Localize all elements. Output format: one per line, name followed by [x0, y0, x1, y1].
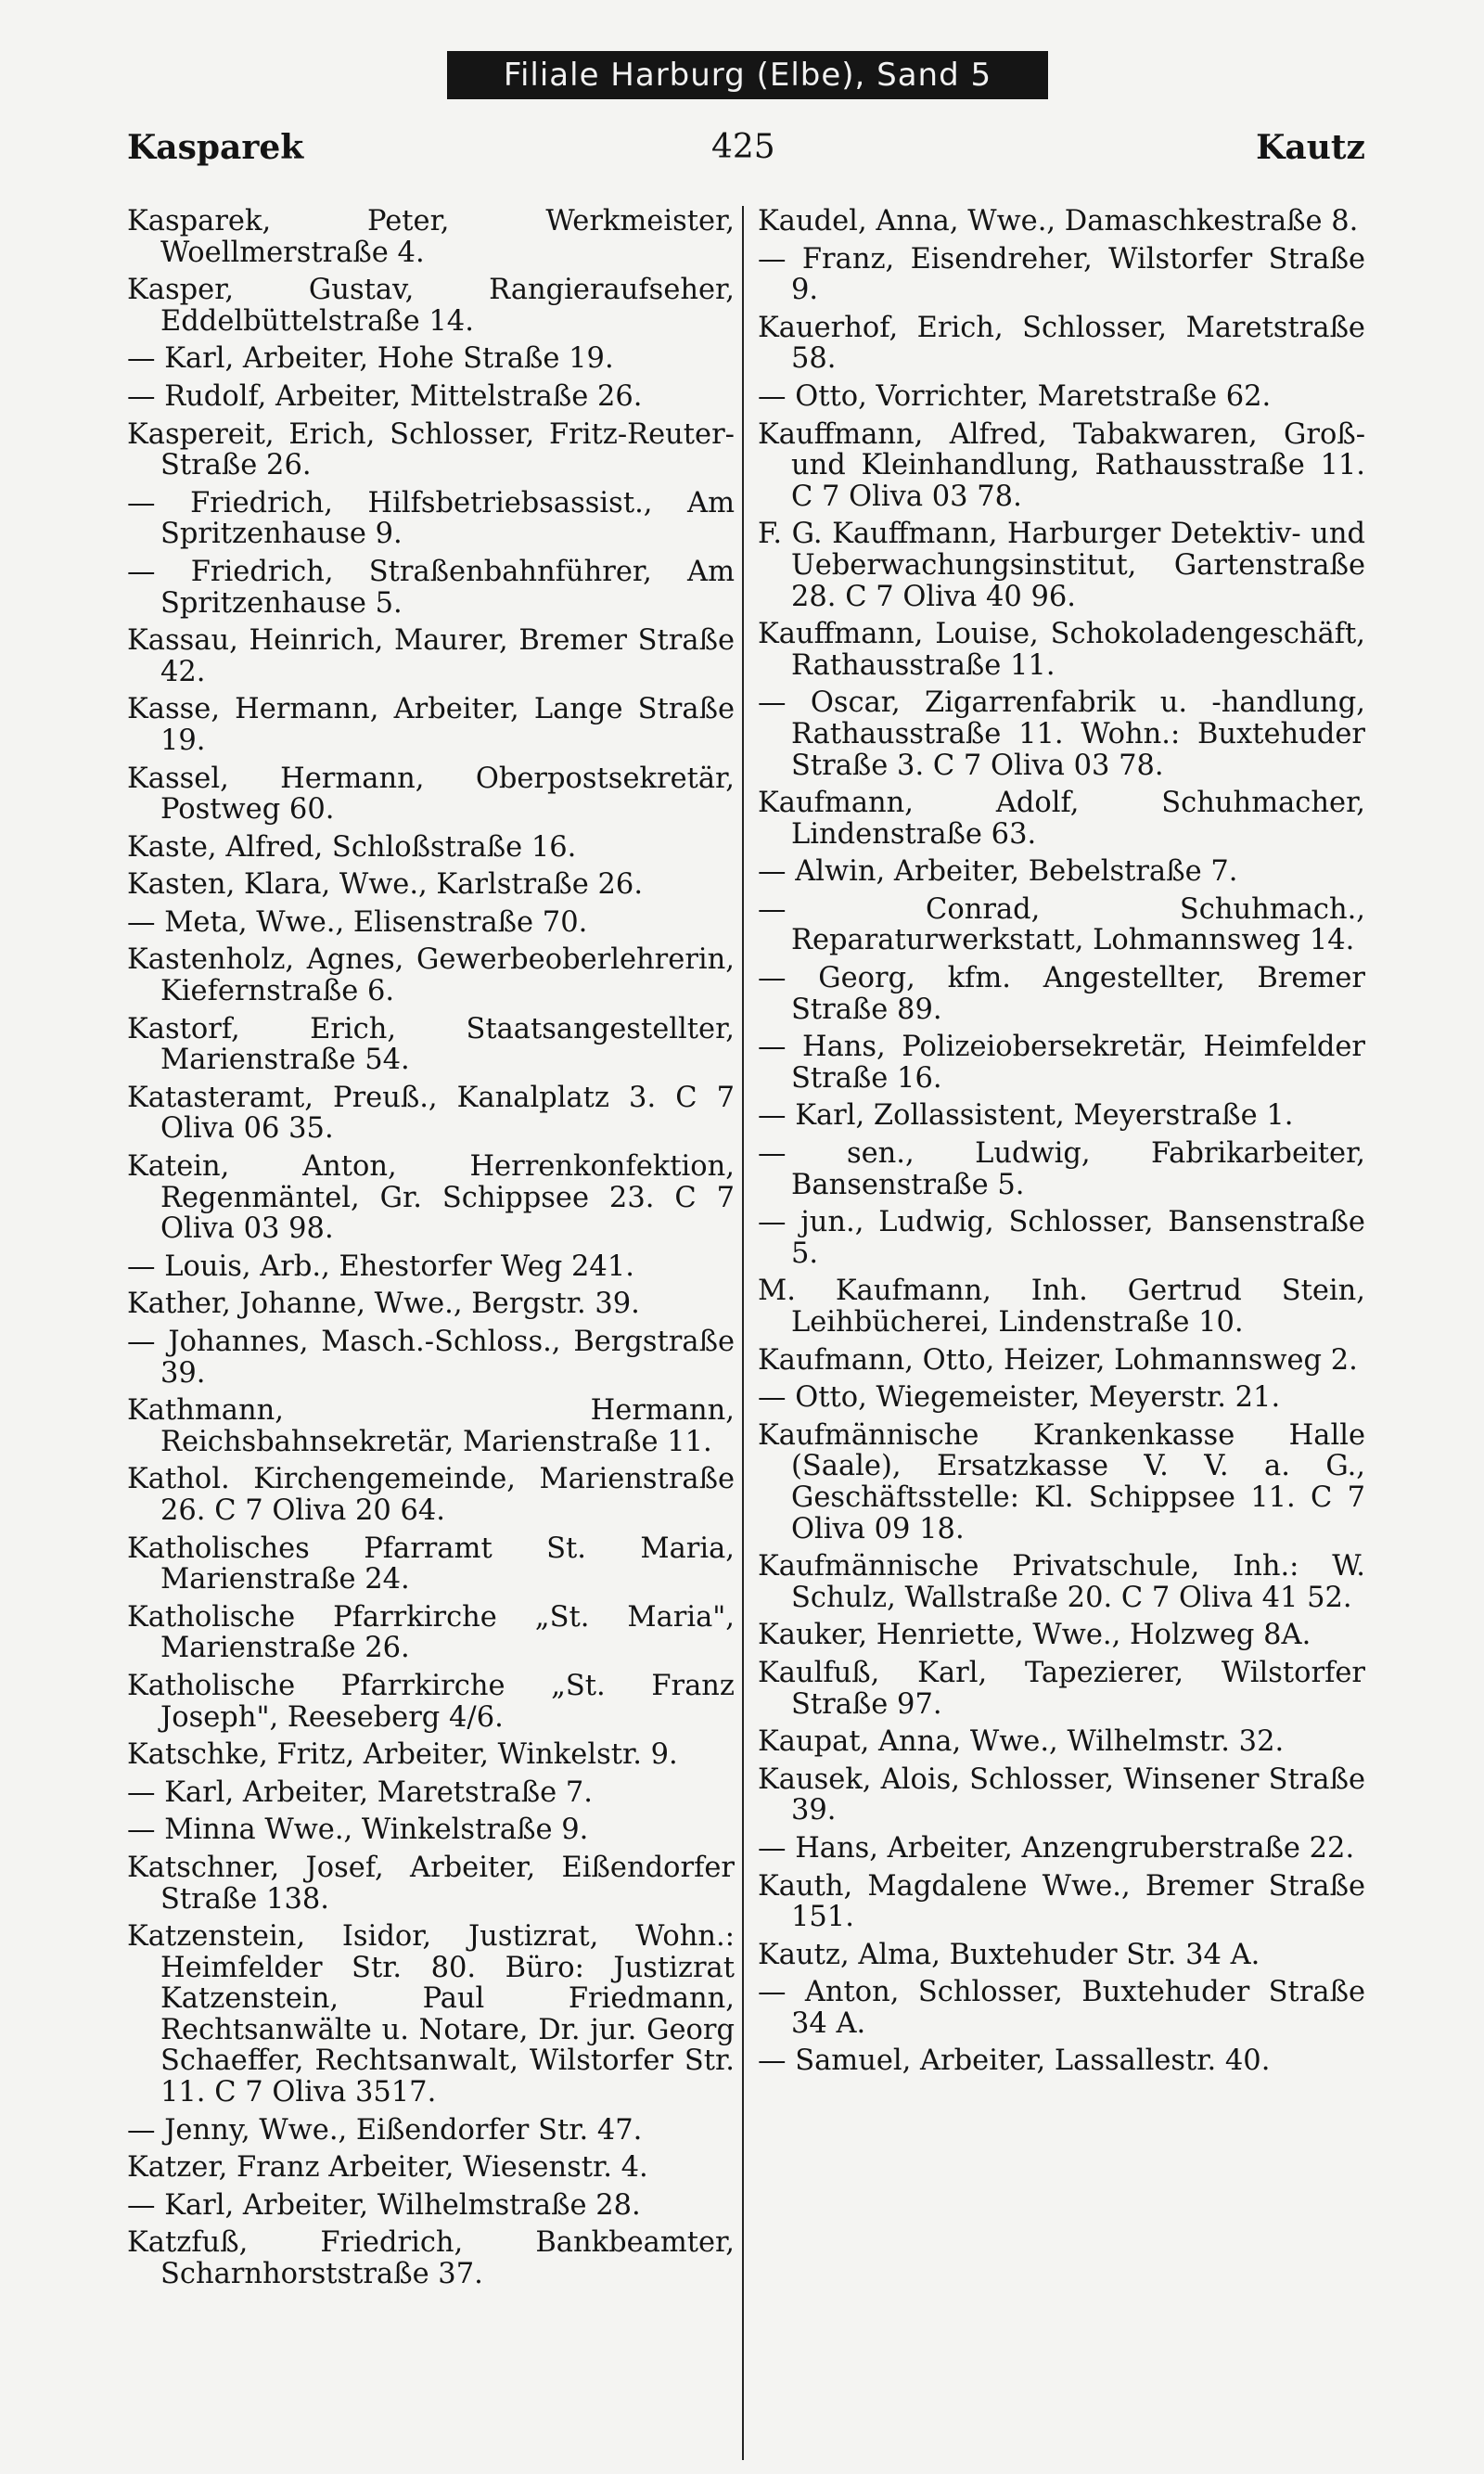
directory-entry: — Friedrich, Straßenbahnführer, Am Spritzenhause 5. — [127, 555, 735, 620]
directory-entry: Kautz, Alma, Buxtehuder Str. 34 A. — [758, 1938, 1260, 1971]
directory-entry: — Karl, Zollassistent, Meyerstraße 1. — [758, 1099, 1294, 1133]
directory-entry: — Johannes, Masch.-Schloss., Bergstraße 39. — [127, 1326, 735, 1390]
directory-entry: — Karl, Arbeiter, Hohe Straße 19. — [127, 342, 614, 376]
directory-entry: Kasper, Gustav, Rangieraufseher, Eddelbüttelstraße 14. — [127, 274, 735, 338]
directory-entry: Katzenstein, Isidor, Justizrat, Wohn.: Heimfelder Str. 80. Büro: Justizrat Katzenstein, Paul Friedmann, Rechtsanwälte u. Notare, Dr. jur. Georg Schaeffer, Rechtsanwalt, Wilstorfer Str. 11. C 7 Oliva 3517. — [127, 1920, 735, 2109]
branch-banner: Filiale Harburg (Elbe), Sand 5 — [447, 51, 1048, 99]
directory-entry: F. G. Kauffmann, Harburger Detektiv- und Ueberwachungsinstitut, Gartenstraße 28. C 7 Oliva 40 96. — [758, 518, 1365, 613]
page-number: 425 — [711, 128, 775, 166]
directory-entry: — Hans, Polizeiobersekretär, Heimfelder Straße 16. — [758, 1031, 1365, 1095]
directory-entry: — Minna Wwe., Winkelstraße 9. — [127, 1814, 589, 1847]
directory-entry: Katzfuß, Friedrich, Bankbeamter, Scharnhorststraße 37. — [127, 2226, 735, 2291]
directory-entry: Kathol. Kirchengemeinde, Marienstraße 26. C 7 Oliva 20 64. — [127, 1463, 735, 1527]
directory-entry: Katschke, Fritz, Arbeiter, Winkelstr. 9. — [127, 1738, 678, 1772]
directory-entry: — Samuel, Arbeiter, Lassallestr. 40. — [758, 2045, 1271, 2078]
directory-entry: Kauker, Henriette, Wwe., Holzweg 8A. — [758, 1619, 1311, 1652]
directory-entry: — Oscar, Zigarrenfabrik u. -handlung, Rathausstraße 11. Wohn.: Buxtehuder Straße 3. C 7 Oliva 03 78. — [758, 686, 1365, 782]
directory-entry: M. Kaufmann, Inh. Gertrud Stein, Leihbücherei, Lindenstraße 10. — [758, 1275, 1365, 1339]
directory-entry: — Karl, Arbeiter, Wilhelmstraße 28. — [127, 2188, 641, 2222]
directory-entry: Katzer, Franz Arbeiter, Wiesenstr. 4. — [127, 2151, 648, 2185]
directory-entry: Kauth, Magdalene Wwe., Bremer Straße 151. — [758, 1869, 1365, 1934]
directory-entry: — Alwin, Arbeiter, Bebelstraße 7. — [758, 855, 1238, 889]
directory-entry: — Conrad, Schuhmach., Reparaturwerkstatt, Lohmannsweg 14. — [758, 892, 1365, 957]
directory-entry: — Rudolf, Arbeiter, Mittelstraße 26. — [127, 379, 643, 413]
directory-entry: Kassel, Hermann, Oberpostsekretär, Postweg 60. — [127, 762, 735, 827]
directory-entry: Kauffmann, Alfred, Tabakwaren, Groß- und Kleinhandlung, Rathausstraße 11. C 7 Oliva 03 78. — [758, 417, 1365, 513]
directory-entry: Kaspereit, Erich, Schlosser, Fritz-Reuter-Straße 26. — [127, 417, 735, 482]
directory-entry: — jun., Ludwig, Schlosser, Bansenstraße 5. — [758, 1206, 1365, 1270]
directory-entry: Kasten, Klara, Wwe., Karlstraße 26. — [127, 868, 644, 902]
left-column — [127, 206, 735, 2297]
directory-entry: Kather, Johanne, Wwe., Bergstr. 39. — [127, 1288, 640, 1321]
directory-entry: — Georg, kfm. Angestellter, Bremer Straße 89. — [758, 962, 1365, 1026]
column-divider — [742, 206, 744, 2460]
directory-entry: — Otto, Wiegemeister, Meyerstr. 21. — [758, 1381, 1281, 1415]
header-right-keyword: Kautz — [1256, 128, 1365, 167]
directory-entry: — sen., Ludwig, Fabrikarbeiter, Bansenstraße 5. — [758, 1137, 1365, 1201]
directory-entry: Kaudel, Anna, Wwe., Damaschkestraße 8. — [758, 205, 1359, 237]
directory-entry: — Otto, Vorrichter, Maretstraße 62. — [758, 379, 1272, 413]
directory-entry: Katholisches Pfarramt St. Maria, Marienstraße 24. — [127, 1532, 735, 1596]
running-head — [127, 128, 1365, 174]
directory-entry: Kaupat, Anna, Wwe., Wilhelmstr. 32. — [758, 1725, 1285, 1759]
directory-entry: — Jenny, Wwe., Eißendorfer Str. 47. — [127, 2113, 643, 2147]
directory-entry: Kaste, Alfred, Schloßstraße 16. — [127, 830, 577, 864]
directory-entry: Kassau, Heinrich, Maurer, Bremer Straße 42. — [127, 624, 735, 688]
directory-entry: — Louis, Arb., Ehestorfer Weg 241. — [127, 1250, 634, 1283]
directory-entry: — Meta, Wwe., Elisenstraße 70. — [127, 905, 588, 939]
directory-entry: Kasse, Hermann, Arbeiter, Lange Straße 19. — [127, 693, 735, 757]
directory-entry: — Hans, Arbeiter, Anzengruberstraße 22. — [758, 1831, 1355, 1865]
directory-entry: — Anton, Schlosser, Buxtehuder Straße 34 A. — [758, 1976, 1365, 2040]
directory-entry: — Friedrich, Hilfsbetriebsassist., Am Spritzenhause 9. — [127, 486, 735, 551]
directory-entry: Kauerhof, Erich, Schlosser, Maretstraße 58. — [758, 311, 1365, 376]
directory-entry: — Franz, Eisendreher, Wilstorfer Straße 9. — [758, 242, 1365, 307]
directory-entry: Kastorf, Erich, Staatsangestellter, Marienstraße 54. — [127, 1012, 735, 1077]
directory-entry: Kauffmann, Louise, Schokoladengeschäft, Rathausstraße 11. — [758, 618, 1365, 682]
directory-entry: Katholische Pfarrkirche „St. Franz Joseph", Reeseberg 4/6. — [127, 1669, 735, 1734]
directory-entry: Kasparek, Peter, Werkmeister, Woellmerstraße 4. — [127, 205, 735, 269]
directory-entry: Katasteramt, Preuß., Kanalplatz 3. C 7 Oliva 06 35. — [127, 1081, 735, 1146]
directory-entry: Katholische Pfarrkirche „St. Maria", Marienstraße 26. — [127, 1600, 735, 1665]
directory-entry: Katein, Anton, Herrenkonfektion, Regenmäntel, Gr. Schippsee 23. C 7 Oliva 03 98. — [127, 1150, 735, 1246]
directory-entry: Kaulfuß, Karl, Tapezierer, Wilstorfer Straße 97. — [758, 1656, 1365, 1721]
directory-entry: — Karl, Arbeiter, Maretstraße 7. — [127, 1775, 593, 1809]
directory-entry: Katschner, Josef, Arbeiter, Eißendorfer Straße 138. — [127, 1851, 735, 1916]
right-column — [758, 206, 1365, 2083]
directory-entry: Kathmann, Hermann, Reichsbahnsekretär, Marienstraße 11. — [127, 1394, 735, 1458]
directory-entry: Kausek, Alois, Schlosser, Winsener Straße 39. — [758, 1763, 1365, 1827]
header-left-keyword: Kasparek — [127, 128, 304, 167]
directory-entry: Kaufmann, Adolf, Schuhmacher, Lindenstraße 63. — [758, 787, 1365, 851]
directory-entry: Kaufmann, Otto, Heizer, Lohmannsweg 2. — [758, 1343, 1358, 1377]
directory-entry: Kaufmännische Privatschule, Inh.: W. Schulz, Wallstraße 20. C 7 Oliva 41 52. — [758, 1550, 1365, 1614]
directory-entry: Kastenholz, Agnes, Gewerbeoberlehrerin, Kiefernstraße 6. — [127, 943, 735, 1008]
directory-entry: Kaufmännische Krankenkasse Halle (Saale), Ersatzkasse V. V. a. G., Geschäftsstelle: Kl. Schippsee 11. C 7 Oliva 09 18. — [758, 1418, 1365, 1545]
